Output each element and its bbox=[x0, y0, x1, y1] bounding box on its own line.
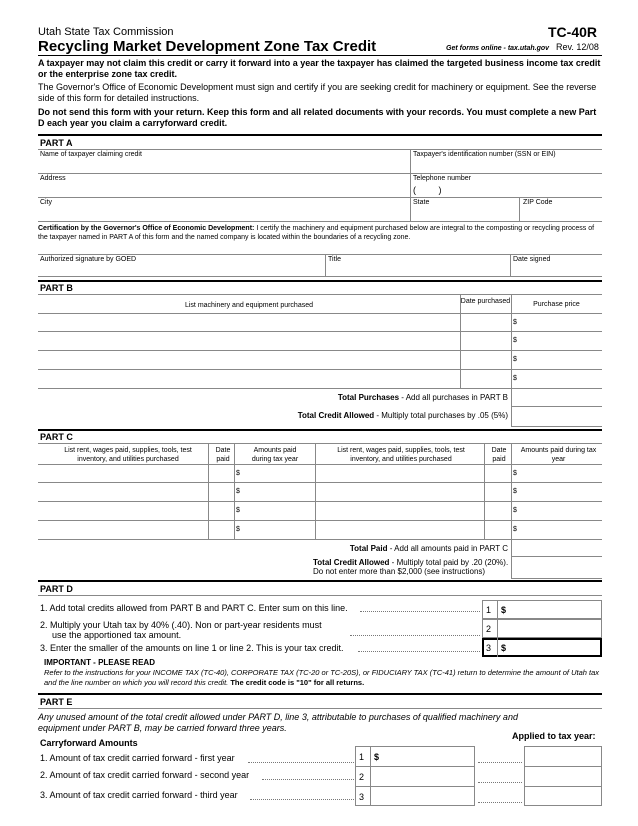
part-c-total-paid: Total Paid - Add all amounts paid in PART C bbox=[349, 544, 508, 553]
city-field[interactable] bbox=[39, 208, 409, 220]
part-d-line-3: 3. Enter the smaller of the amounts on line 1 or line 2. This is your tax credit. bbox=[40, 643, 344, 653]
part-e-line-2: 2. Amount of tax credit carried forward - second year bbox=[40, 770, 250, 780]
goed-title-field[interactable] bbox=[326, 264, 509, 275]
part-b-total-purchases: Total Purchases - Add all purchases in PART B bbox=[337, 393, 508, 402]
part-c-dollar-l3: $ bbox=[236, 507, 240, 514]
carryforward-amount-3-input[interactable] bbox=[371, 787, 474, 805]
part-b-dollar-2: $ bbox=[513, 337, 517, 344]
part-d-line-3-input[interactable] bbox=[498, 639, 601, 656]
part-e-intro: Any unused amount of the total credit allowed under PART D, line 3, attributable to purchases of qualified machinery and equipment under PART B, may be carried forward three years. bbox=[38, 712, 518, 733]
phone-parens: ( ) bbox=[413, 185, 442, 195]
important-text: Refer to the instructions for your INCOME TAX (TC-40), CORPORATE TAX (TC-20 or TC-20S), or FIDUCIARY TAX (TC-41) return to determine the amount of Utah tax and the line number on which you will record this credit. The credit code is "10" for all returns. bbox=[44, 668, 600, 687]
goed-signature-field[interactable] bbox=[39, 264, 324, 275]
part-e-dollar-1: $ bbox=[374, 752, 380, 762]
part-d-line-1-input[interactable] bbox=[498, 601, 601, 618]
goed-certification: Certification by the Governor's Office of Economic Development: I certify the machinery and equipment purchased below are integral to the composting or recycling process of the taxpayer named in PART A of this form and the named company is located within the boundaries of a recycling zone. bbox=[38, 225, 595, 241]
part-c-dollar-l1: $ bbox=[236, 470, 240, 477]
revision-date: Rev. 12/08 bbox=[556, 42, 599, 52]
part-c-col-list-right: List rent, wages paid, supplies, tools, test inventory, and utilities purchased bbox=[337, 447, 465, 463]
phone-field[interactable] bbox=[412, 184, 601, 196]
date-signed-field[interactable] bbox=[511, 264, 601, 275]
part-c-dollar-l2: $ bbox=[236, 488, 240, 495]
part-c-dollar-l4: $ bbox=[236, 526, 240, 533]
intro-keep: Do not send this form with your return. Keep this form and all related documents with your records. You must complete a new Part D each year you claim a carryforward credit. bbox=[38, 107, 597, 128]
form-id: TC-40R bbox=[548, 24, 598, 40]
part-c-dollar-r4: $ bbox=[513, 526, 517, 533]
part-d-line-1: 1. Add total credits allowed from PART B and PART C. Enter sum on this line. bbox=[40, 603, 348, 613]
goed-signature-label: Authorized signature by GOED bbox=[40, 256, 137, 263]
part-b-dollar-1: $ bbox=[513, 319, 517, 326]
taxpayer-name-label: Name of taxpayer claiming credit bbox=[40, 151, 142, 158]
agency-name: Utah State Tax Commission bbox=[38, 26, 174, 38]
online-note: Get forms online - tax.utah.gov bbox=[446, 45, 550, 52]
carryforward-amount-1-input[interactable] bbox=[371, 747, 474, 765]
part-b-dollar-4: $ bbox=[513, 375, 517, 382]
part-e-heading: PART E bbox=[40, 697, 73, 707]
applied-tax-year-1-input[interactable] bbox=[525, 747, 601, 765]
part-d-num-3: 3 bbox=[486, 643, 492, 653]
applied-tax-year-2-input[interactable] bbox=[525, 767, 601, 785]
intro-goed: The Governor's Office of Economic Development must sign and certify if you are seeking credit for machinery or equipment. See the reverse side of this form for detailed instructions. bbox=[38, 82, 597, 103]
important-heading: IMPORTANT - PLEASE READ bbox=[44, 658, 155, 667]
date-signed-label: Date signed bbox=[513, 256, 551, 263]
part-e-line-3: 3. Amount of tax credit carried forward - third year bbox=[40, 790, 238, 800]
goed-title-label: Title bbox=[328, 256, 341, 263]
part-b-dollar-3: $ bbox=[513, 356, 517, 363]
applied-tax-year-3-input[interactable] bbox=[525, 787, 601, 805]
ssn-label: Taxpayer's identification number (SSN or EIN) bbox=[413, 151, 556, 158]
part-a-heading: PART A bbox=[40, 138, 73, 148]
part-c-col-date-left: Date paid bbox=[215, 447, 231, 463]
applied-tax-year-label: Applied to tax year: bbox=[512, 731, 596, 741]
form-title: Recycling Market Development Zone Tax Credit bbox=[38, 38, 377, 55]
city-label: City bbox=[40, 199, 53, 206]
part-c-dollar-r2: $ bbox=[513, 488, 517, 495]
zip-label: ZIP Code bbox=[523, 199, 553, 206]
part-d-num-1: 1 bbox=[486, 605, 492, 615]
part-b-col-list: List machinery and equipment purchased bbox=[184, 302, 314, 309]
part-c-col-amount-right: Amounts paid during tax year bbox=[520, 447, 597, 463]
address-field[interactable] bbox=[39, 184, 409, 196]
zip-field[interactable] bbox=[520, 208, 601, 220]
carryforward-amount-2-input[interactable] bbox=[371, 767, 474, 785]
phone-label: Telephone number bbox=[413, 175, 471, 182]
part-d-heading: PART D bbox=[40, 584, 73, 594]
intro-warning: A taxpayer may not claim this credit or carry it forward into a year the taxpayer has claimed the targeted business income tax credit or the enterprise zone tax credit. bbox=[38, 58, 601, 79]
part-c-dollar-r3: $ bbox=[513, 507, 517, 514]
part-b-heading: PART B bbox=[40, 283, 73, 293]
part-b-col-date: Date purchased bbox=[460, 298, 511, 305]
carryforward-heading: Carryforward Amounts bbox=[40, 738, 138, 748]
part-e-line-1: 1. Amount of tax credit carried forward - first year bbox=[40, 753, 235, 763]
part-e-num-3: 3 bbox=[359, 792, 365, 802]
part-d-dollar-1: $ bbox=[501, 605, 507, 615]
part-d-line-2-input[interactable] bbox=[498, 620, 601, 637]
part-c-heading: PART C bbox=[40, 432, 73, 442]
state-label: State bbox=[413, 199, 430, 206]
part-c-dollar-r1: $ bbox=[513, 470, 517, 477]
part-e-num-2: 2 bbox=[359, 772, 365, 782]
part-d-line-2: 2. Multiply your Utah tax by 40% (.40). Non or part-year residents must use the apportioned tax amount. bbox=[40, 620, 322, 640]
address-label: Address bbox=[40, 175, 66, 182]
part-c-total-credit: Total Credit Allowed - Multiply total paid by .20 (20%). Do not enter more than $2,000 (see instructions) bbox=[313, 558, 509, 576]
part-e-num-1: 1 bbox=[359, 752, 365, 762]
state-field[interactable] bbox=[412, 208, 518, 220]
ssn-field[interactable] bbox=[412, 160, 601, 172]
part-d-dollar-3: $ bbox=[501, 643, 507, 653]
part-b-col-price: Purchase price bbox=[533, 301, 580, 308]
part-b-total-credit: Total Credit Allowed - Multiply total purchases by .05 (5%) bbox=[297, 411, 508, 420]
part-c-col-list-left: List rent, wages paid, supplies, tools, test inventory, and utilities purchased bbox=[64, 447, 192, 463]
part-d-num-2: 2 bbox=[486, 624, 492, 634]
part-c-col-date-right: Date paid bbox=[491, 447, 507, 463]
part-c-col-amount-left: Amounts paid during tax year bbox=[251, 447, 299, 463]
taxpayer-name-field[interactable] bbox=[39, 160, 409, 172]
